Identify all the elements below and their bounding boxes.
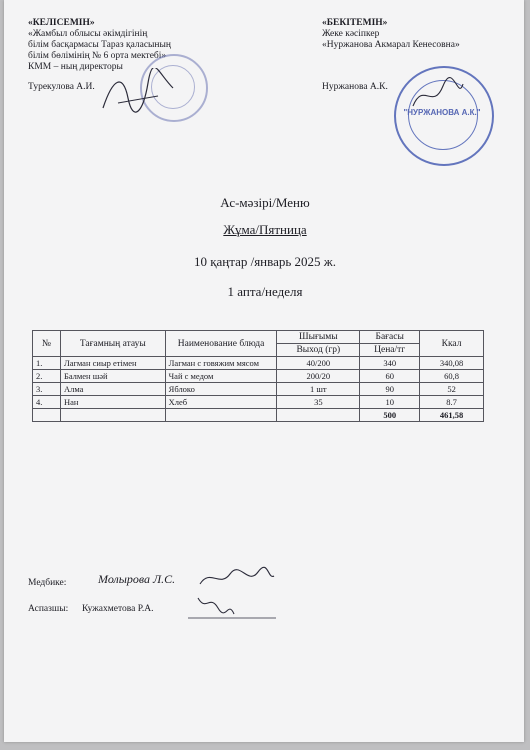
header-yield-kz: Шығымы [277, 331, 360, 344]
approver-signature [408, 76, 468, 116]
table-header-row [33, 331, 484, 344]
approval-left-line4: КММ – ның директоры [28, 62, 123, 72]
row-num: 2. [33, 370, 61, 383]
director-signature [98, 68, 178, 118]
nurse-label: Медбике: [28, 578, 67, 588]
header-name-kz: Тағамның атауы [60, 331, 165, 357]
row-yield: 200/20 [277, 370, 360, 383]
table-row [33, 396, 484, 409]
approval-right-line2: «Нуржанова Акмарал Кенесовна» [322, 40, 460, 50]
approval-left-line3: білім бөлімінің № 6 орта мектебі» [28, 51, 167, 61]
header-num: № [33, 331, 61, 357]
header-kcal: Ккал [420, 331, 484, 357]
table-row [33, 383, 484, 396]
cook-label: Аспазшы: [28, 604, 69, 614]
row-name-kz: Балмен шәй [60, 370, 165, 383]
row-price: 10 [360, 396, 420, 409]
stamp-name: "НУРЖАНОВА А.К." [403, 108, 481, 117]
approval-right-signer: Нуржанова А.К. [322, 82, 388, 92]
row-name-ru: Яблоко [165, 383, 277, 396]
approval-left-title: «КЕЛІСЕМІН» [28, 18, 95, 28]
table-total-row [33, 409, 484, 422]
row-name-kz: Алма [60, 383, 165, 396]
date-title: 10 қаңтар /январь 2025 ж. [193, 254, 337, 269]
approval-left-line2: білім басқармасы Тараз қаласының [28, 40, 171, 50]
row-num: 3. [33, 383, 61, 396]
row-kcal: 52 [420, 383, 484, 396]
row-price: 60 [360, 370, 420, 383]
table-row [33, 357, 484, 370]
row-name-ru: Чай с медом [165, 370, 277, 383]
menu-title: Ас-мәзірі/Меню [220, 195, 310, 210]
cook-name: Кужахметова Р.А. [82, 604, 154, 614]
row-name-ru: Лагман с говяжим мясом [165, 357, 277, 370]
total-price: 500 [360, 409, 420, 422]
approval-right-line1: Жеке кәсіпкер [322, 29, 380, 39]
row-kcal: 340,08 [420, 357, 484, 370]
row-name-kz: Лагман сиыр етімен [60, 357, 165, 370]
header-yield-ru: Выход (гр) [277, 344, 360, 357]
row-yield: 40/200 [277, 357, 360, 370]
approval-left-line1: «Жамбыл облысы әкімдігінің [28, 29, 148, 39]
row-kcal: 8.7 [420, 396, 484, 409]
row-name-ru: Хлеб [165, 396, 277, 409]
nurse-signature-text: Молырова Л.С. [98, 572, 176, 586]
approval-right-title: «БЕКІТЕМІН» [322, 18, 388, 28]
menu-table [32, 330, 484, 422]
week-title: 1 апта/неделя [227, 284, 303, 299]
cook-signature [188, 590, 278, 622]
header-price-ru: Цена/тг [360, 344, 420, 357]
header-price-kz: Бағасы [360, 331, 420, 344]
total-kcal: 461,58 [420, 409, 484, 422]
row-yield: 35 [277, 396, 360, 409]
row-name-kz: Нан [60, 396, 165, 409]
row-yield: 1 шт [277, 383, 360, 396]
nurse-signature [196, 566, 276, 592]
table-row [33, 370, 484, 383]
row-price: 90 [360, 383, 420, 396]
approval-left-signer: Турекулова А.И. [28, 82, 95, 92]
day-title: Жұма/Пятница [223, 222, 307, 237]
row-num: 1. [33, 357, 61, 370]
row-num: 4. [33, 396, 61, 409]
row-price: 340 [360, 357, 420, 370]
header-name-ru: Наименование блюда [165, 331, 277, 357]
row-kcal: 60,8 [420, 370, 484, 383]
